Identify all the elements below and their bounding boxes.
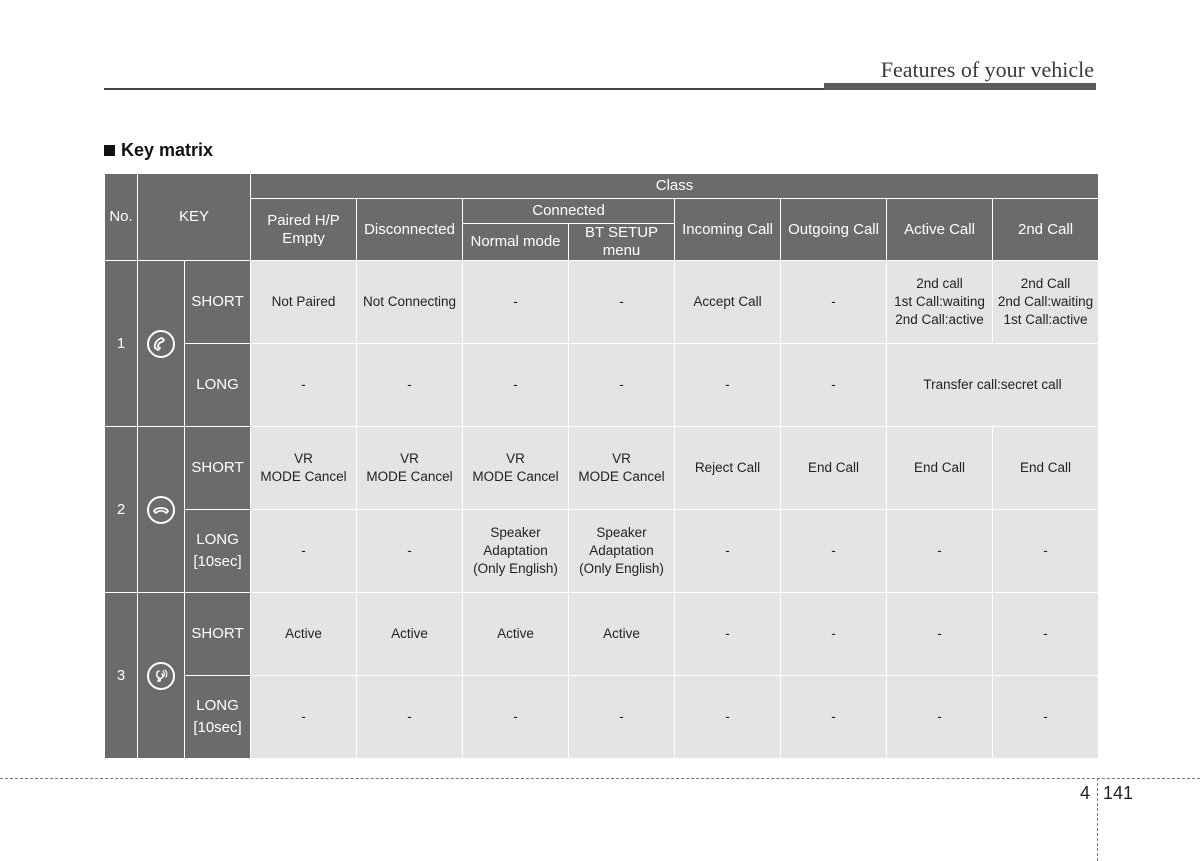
table-cell: - xyxy=(569,261,675,344)
press-type-short: SHORT xyxy=(185,261,251,344)
table-cell: - xyxy=(675,593,781,676)
table-cell: VR MODE Cancel xyxy=(357,427,463,510)
footer-divider xyxy=(0,778,1200,779)
header-normal-mode: Normal mode xyxy=(463,224,569,261)
page-number: 141 xyxy=(1103,783,1134,803)
table-row xyxy=(105,510,1099,593)
key-matrix-table xyxy=(104,173,1099,759)
press-type-short: SHORT xyxy=(185,593,251,676)
table-cell: - xyxy=(463,344,569,427)
footer-divider-vertical xyxy=(1097,778,1098,861)
table-cell: - xyxy=(463,261,569,344)
table-cell: - xyxy=(251,510,357,593)
table-cell: - xyxy=(993,593,1099,676)
key-number: 2 xyxy=(105,427,138,593)
key-icon-cell xyxy=(138,261,185,427)
header-2nd-call: 2nd Call xyxy=(993,199,1099,261)
table-cell: Active xyxy=(463,593,569,676)
phone-end-icon xyxy=(147,496,175,524)
table-cell: - xyxy=(781,593,887,676)
key-number: 1 xyxy=(105,261,138,427)
table-cell: - xyxy=(463,676,569,759)
table-cell: Speaker Adaptation (Only English) xyxy=(569,510,675,593)
key-number: 3 xyxy=(105,593,138,759)
table-cell: End Call xyxy=(887,427,993,510)
table-row xyxy=(105,344,1099,427)
header-disconnected: Disconnected xyxy=(357,199,463,261)
press-type-long: LONG xyxy=(185,344,251,427)
table-cell: - xyxy=(675,510,781,593)
header-no: No. xyxy=(105,174,138,261)
header-active-call: Active Call xyxy=(887,199,993,261)
phone-call-icon xyxy=(147,330,175,358)
header-paired: Paired H/P Empty xyxy=(251,199,357,261)
table-cell: - xyxy=(781,344,887,427)
table-cell: - xyxy=(887,593,993,676)
table-cell: VR MODE Cancel xyxy=(569,427,675,510)
table-cell: - xyxy=(993,510,1099,593)
table-cell: - xyxy=(781,261,887,344)
header-connected: Connected xyxy=(463,199,675,224)
table-cell: End Call xyxy=(781,427,887,510)
table-cell: VR MODE Cancel xyxy=(251,427,357,510)
table-cell: Reject Call xyxy=(675,427,781,510)
table-cell: Active xyxy=(569,593,675,676)
table-cell: - xyxy=(887,510,993,593)
header-rule-accent xyxy=(824,83,1096,90)
header-incoming-call: Incoming Call xyxy=(675,199,781,261)
table-cell: Accept Call xyxy=(675,261,781,344)
table-cell: - xyxy=(781,676,887,759)
header-class: Class xyxy=(251,174,1099,199)
table-cell: End Call xyxy=(993,427,1099,510)
table-cell: - xyxy=(993,676,1099,759)
section-heading xyxy=(104,140,213,161)
table-cell: Active xyxy=(251,593,357,676)
section-title-text: Key matrix xyxy=(121,140,214,160)
table-cell: - xyxy=(675,676,781,759)
table-cell: Not Connecting xyxy=(357,261,463,344)
press-type-long: LONG [10sec] xyxy=(185,676,251,759)
table-cell: - xyxy=(569,676,675,759)
table-cell: - xyxy=(887,676,993,759)
press-type-short: SHORT xyxy=(185,427,251,510)
table-row xyxy=(105,261,1099,344)
table-cell: - xyxy=(357,510,463,593)
table-cell: - xyxy=(251,676,357,759)
table-cell: - xyxy=(675,344,781,427)
square-bullet-icon xyxy=(104,145,115,156)
table-row xyxy=(105,676,1099,759)
table-cell: - xyxy=(569,344,675,427)
table-cell: - xyxy=(781,510,887,593)
header-outgoing-call: Outgoing Call xyxy=(781,199,887,261)
table-cell: Not Paired xyxy=(251,261,357,344)
chapter-number: 4 xyxy=(1080,783,1091,803)
table-cell: - xyxy=(357,344,463,427)
header-key: KEY xyxy=(138,174,251,261)
header-bt-setup-menu: BT SETUP menu xyxy=(569,224,675,261)
table-cell: 2nd call 1st Call:waiting 2nd Call:active xyxy=(887,261,993,344)
table-cell: 2nd Call 2nd Call:waiting 1st Call:active xyxy=(993,261,1099,344)
table-row xyxy=(105,593,1099,676)
table-cell: - xyxy=(251,344,357,427)
page-header-title: Features of your vehicle xyxy=(880,57,1094,82)
header-rule xyxy=(104,88,824,90)
key-icon-cell xyxy=(138,427,185,593)
voice-recognition-icon xyxy=(147,662,175,690)
table-row xyxy=(105,427,1099,510)
table-cell: VR MODE Cancel xyxy=(463,427,569,510)
table-cell: - xyxy=(357,676,463,759)
table-cell: Transfer call:secret call xyxy=(887,344,1099,427)
key-icon-cell xyxy=(138,593,185,759)
press-type-long: LONG [10sec] xyxy=(185,510,251,593)
table-cell: Active xyxy=(357,593,463,676)
table-cell: Speaker Adaptation (Only English) xyxy=(463,510,569,593)
